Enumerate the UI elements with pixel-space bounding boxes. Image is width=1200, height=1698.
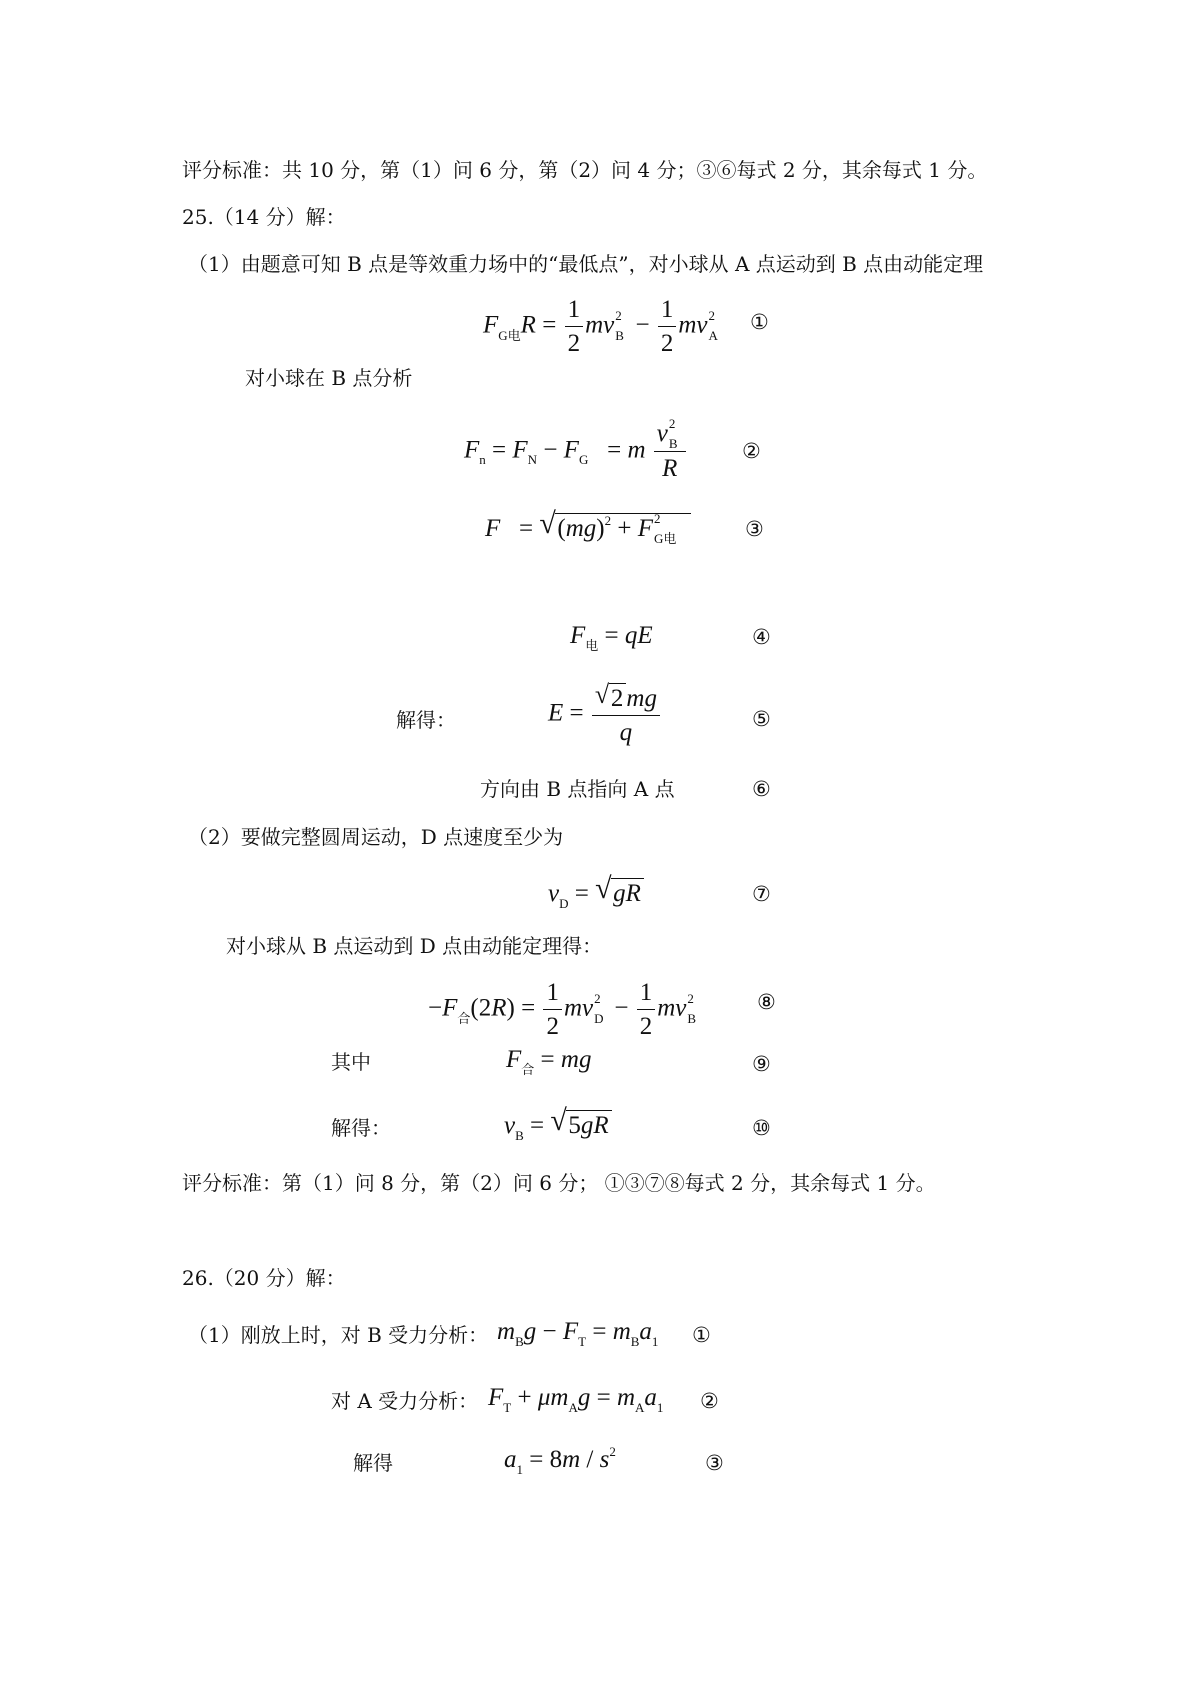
- equation-marker-8: ⑧: [757, 990, 776, 1014]
- a-force-analysis-label: 对 A 受力分析：: [331, 1389, 479, 1413]
- equation-7: $v_D$ = √ gR: [548, 878, 644, 911]
- equation-9: $F_合$ = mg: [506, 1046, 592, 1077]
- equation-5: E = √ 2 mg q: [548, 683, 662, 747]
- equation-marker-2: ②: [742, 439, 761, 463]
- equation-marker-4: ④: [752, 625, 771, 649]
- equation-3: F = √ (mg)$^2$ + F 2 G电: [485, 513, 691, 546]
- equation-marker-26-2: ②: [700, 1389, 719, 1413]
- equation-marker-26-1: ①: [692, 1323, 711, 1347]
- equation-26-2: $F_T + \mu m_Ag = m_Aa_1$: [488, 1384, 664, 1415]
- field-direction-statement: 方向由 B 点指向 A 点: [480, 777, 675, 801]
- equation-26-3: $a_1 = 8m / s^2$: [504, 1444, 616, 1477]
- q25-part2-intro: （2）要做完整圆周运动，D 点速度至少为: [188, 825, 564, 849]
- equation-marker-7: ⑦: [752, 882, 771, 906]
- q26-part1-intro: （1）刚放上时，对 B 受力分析：: [188, 1323, 489, 1347]
- equation-marker-26-3: ③: [705, 1451, 724, 1475]
- question-26-header: 26.（20 分）解：: [182, 1266, 346, 1290]
- equation-marker-5: ⑤: [752, 707, 771, 731]
- equation-marker-10: ⑩: [752, 1116, 771, 1140]
- equation-8: $-F_合(2R)$ = $\frac{1}{2}$ mv 2 D − $\frac{1}{2}$ mv 2 B: [428, 979, 697, 1040]
- q25-part1-intro: （1）由题意可知 B 点是等效重力场中的“最低点”，对小球从 A 点运动到 B 点由动能定理: [188, 252, 984, 276]
- equation-marker-1: ①: [750, 310, 769, 334]
- question-25-header: 25.（14 分）解：: [182, 205, 346, 229]
- equation-1: $F_{G电}R$ = $\frac{1}{2}$ mv 2 B − $\frac{1}{2}$ mv 2 A: [483, 296, 718, 357]
- b-point-analysis-label: 对小球在 B 点分析: [245, 366, 413, 390]
- equation-10: $v_B$ = √ 5gR: [504, 1110, 612, 1143]
- grading-note-q24: 评分标准：共 10 分，第（1）问 6 分，第（2）问 4 分；③⑥每式 2 分，其余每式 1 分。: [182, 158, 988, 182]
- equation-marker-3: ③: [745, 517, 764, 541]
- where-label: 其中: [331, 1050, 371, 1074]
- equation-marker-9: ⑨: [752, 1052, 771, 1076]
- solve-label-1: 解得：: [396, 708, 456, 732]
- equation-2: $F_n = F_N - F_G = m$ v 2 B R: [464, 420, 688, 483]
- equation-26-1: $m_Bg - F_T = m_Ba_1$: [497, 1318, 659, 1349]
- solve-label-2: 解得：: [331, 1116, 391, 1140]
- equation-4: $F_电$ = qE: [570, 622, 653, 653]
- equation-marker-6: ⑥: [752, 777, 771, 801]
- grading-note-q25: 评分标准：第（1）问 8 分，第（2）问 6 分； ①③⑦⑧每式 2 分，其余每式 1 分。: [182, 1171, 936, 1195]
- solve-label-26: 解得: [353, 1451, 393, 1475]
- b-to-d-energy-statement: 对小球从 B 点运动到 D 点由动能定理得：: [226, 934, 603, 958]
